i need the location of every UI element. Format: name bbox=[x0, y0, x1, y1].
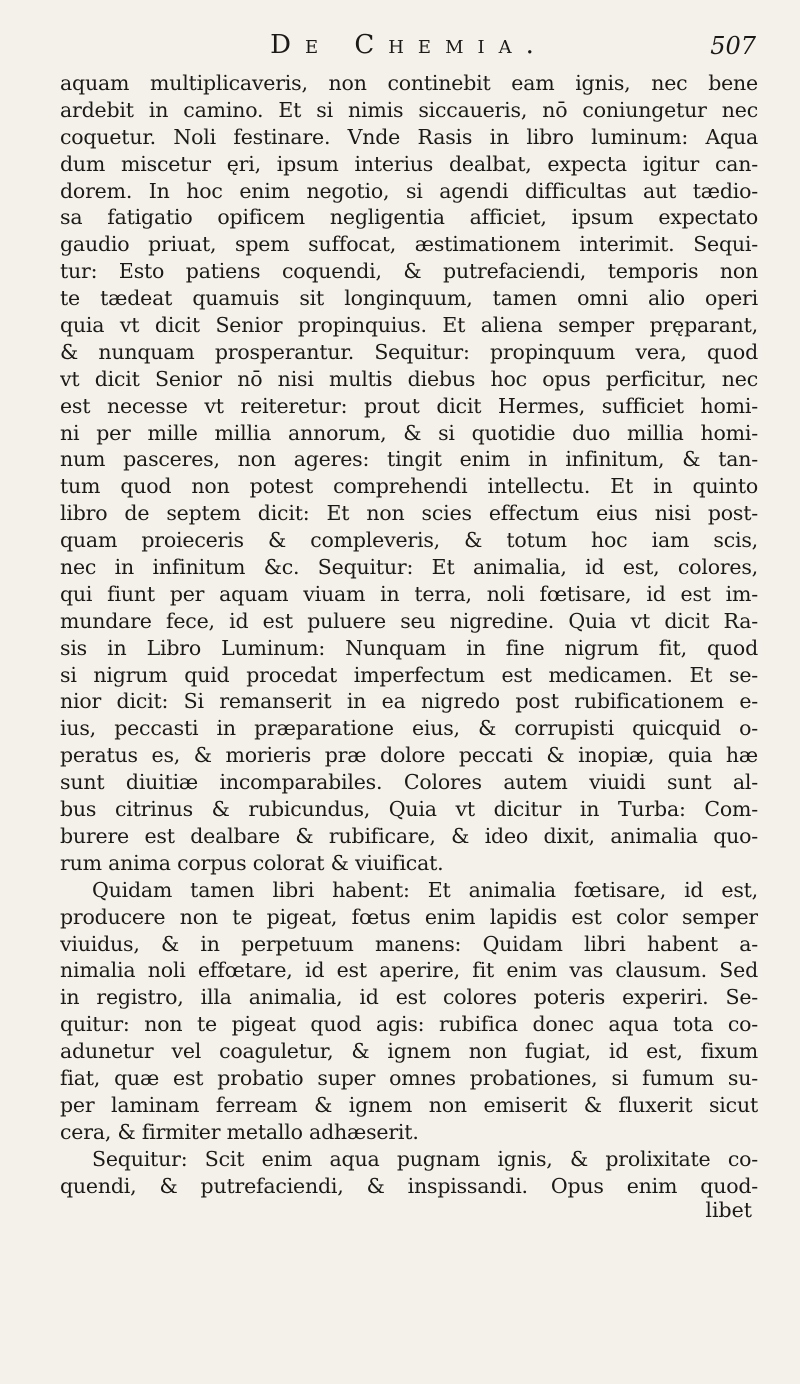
text-line: quendi, & putrefaciendi, & inspissandi. Opus enim quod- bbox=[60, 1173, 758, 1198]
text-line: dorem. In hoc enim negotio, si agendi difficultas aut tædio- bbox=[60, 178, 758, 203]
text-line: est necesse vt reiteretur: prout dicit Hermes, sufficiet homi- bbox=[60, 393, 758, 418]
text-line: te tædeat quamuis sit longinquum, tamen omni alio operi bbox=[60, 286, 758, 311]
text-line: fiat, quæ est probatio super omnes probationes, si fumum su- bbox=[60, 1065, 758, 1090]
page-number: 507 bbox=[710, 32, 756, 60]
text-line: cera, & firmiter metallo adhæserit. bbox=[60, 1119, 419, 1144]
body-text bbox=[60, 70, 758, 1199]
text-line: in registro, illa animalia, id est colores poteris experiri. Se- bbox=[60, 985, 758, 1010]
text-line: tur: Esto patiens coquendi, & putrefaciendi, temporis non bbox=[60, 259, 758, 284]
catchword: libet bbox=[705, 1198, 752, 1223]
text-line: Quidam tamen libri habent: Et animalia fœtisare, id est, bbox=[92, 877, 758, 902]
text-line: burere est dealbare & rubificare, & ideo dixit, animalia quo- bbox=[60, 823, 758, 848]
text-line: ni per mille millia annorum, & si quotidie duo millia homi- bbox=[60, 420, 758, 445]
text-line: & nunquam prosperantur. Sequitur: propinquum vera, quod bbox=[60, 339, 758, 364]
text-line: producere non te pigeat, fœtus enim lapidis est color semper bbox=[60, 904, 758, 929]
text-line: aquam multiplicaveris, non continebit eam ignis, nec bene bbox=[60, 71, 758, 95]
text-line: dum miscetur ęri, ipsum interius dealbat, expecta igitur can- bbox=[60, 151, 758, 176]
text-line: nimalia noli effœtare, id est aperire, fit enim vas clausum. Sed bbox=[60, 958, 758, 983]
text-line: gaudio priuat, spem suffocat, æstimationem interimit. Sequi- bbox=[60, 232, 758, 257]
text-line: rum anima corpus colorat & viuificat. bbox=[60, 850, 444, 875]
text-line: sunt diuitiæ incomparabiles. Colores autem viuidi sunt al- bbox=[60, 770, 758, 795]
text-line: per laminam ferream & ignem non emiserit & fluxerit sicut bbox=[60, 1092, 758, 1117]
text-line: quam proieceris & compleveris, & totum hoc iam scis, bbox=[60, 528, 758, 553]
running-title: De Chemia. bbox=[270, 30, 548, 60]
text-line: adunetur vel coaguletur, & ignem non fugiat, id est, fixum bbox=[60, 1039, 758, 1064]
text-line: mundare fece, id est puluere seu nigredine. Quia vt dicit Ra- bbox=[60, 608, 758, 633]
text-line: ardebit in camino. Et si nimis siccaueris, nō coniungetur nec bbox=[60, 97, 758, 122]
text-line: nior dicit: Si remanserit in ea nigredo post rubificationem e- bbox=[60, 689, 758, 714]
text-line: viuidus, & in perpetuum manens: Quidam libri habent a- bbox=[60, 931, 758, 956]
text-line: num pasceres, non ageres: tingit enim in infinitum, & tan- bbox=[60, 447, 758, 472]
text-line: Sequitur: Scit enim aqua pugnam ignis, & prolixitate co- bbox=[92, 1146, 758, 1171]
text-line: coquetur. Noli festinare. Vnde Rasis in libro luminum: Aqua bbox=[60, 124, 758, 149]
text-line: nec in infinitum &c. Sequitur: Et animalia, id est, colores, bbox=[60, 555, 758, 580]
text-line: libro de septem dicit: Et non scies effectum eius nisi post- bbox=[60, 501, 758, 526]
text-line: bus citrinus & rubicundus, Quia vt dicitur in Turba: Com- bbox=[60, 797, 758, 822]
text-line: sis in Libro Luminum: Nunquam in fine nigrum fit, quod bbox=[60, 635, 758, 660]
text-line: ius, peccasti in præparatione eius, & corrupisti quicquid o- bbox=[60, 716, 758, 741]
text-line: quia vt dicit Senior propinquius. Et aliena semper pręparant, bbox=[60, 313, 758, 338]
text-line: vt dicit Senior nō nisi multis diebus hoc opus perficitur, nec bbox=[60, 366, 758, 391]
text-line: peratus es, & morieris præ dolore peccati & inopiæ, quia hæ bbox=[60, 743, 758, 768]
text-line: si nigrum quid procedat imperfectum est medicamen. Et se- bbox=[60, 662, 758, 687]
text-line: quitur: non te pigeat quod agis: rubifica donec aqua tota co- bbox=[60, 1012, 758, 1037]
text-line: qui fiunt per aquam viuam in terra, noli fœtisare, id est im- bbox=[60, 581, 758, 606]
running-head bbox=[60, 18, 758, 64]
text-line: sa fatigatio opificem negligentia afficiet, ipsum expectato bbox=[60, 205, 758, 230]
text-line: tum quod non potest comprehendi intellectu. Et in quinto bbox=[60, 474, 758, 499]
